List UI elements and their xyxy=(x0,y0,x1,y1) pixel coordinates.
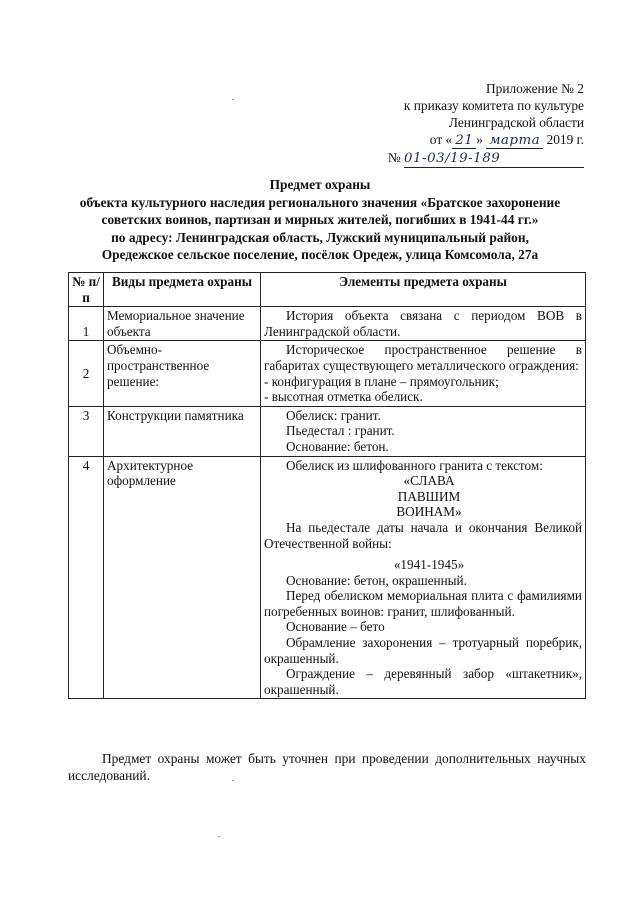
element-line: Ограждение – деревянный забор «штакетник», окрашенный. xyxy=(264,666,582,697)
element-line: Обелиск из шлифованного гранита с текстом: xyxy=(286,457,543,473)
element-line: История объекта связана с периодом ВОВ в Ленинградской области. xyxy=(264,308,582,339)
element-line: Основание: бетон. xyxy=(286,438,389,454)
row-num: 3 xyxy=(69,406,104,456)
handwritten-day: 21 xyxy=(452,133,476,149)
element-line: - высотная отметка обелиск. xyxy=(264,389,423,405)
handwritten-month: марта xyxy=(486,133,543,149)
row-kind: Конструкции памятника xyxy=(104,406,261,456)
title-line-1: Предмет охраны xyxy=(269,177,371,192)
protection-subject-table xyxy=(68,272,586,699)
closing-note: Предмет охраны может быть уточнен при проведении дополнительных научных исследований. xyxy=(68,751,586,783)
appendix-order-line: к приказу комитета по культуре xyxy=(403,98,584,113)
row-num: 2 xyxy=(69,341,104,406)
element-line: Основание: бетон, окрашенный. xyxy=(286,572,467,588)
document-title xyxy=(40,176,600,264)
table-row xyxy=(69,456,586,699)
appendix-title: Приложение № 2 xyxy=(485,81,584,96)
row-num: 1 xyxy=(69,307,104,341)
inscription-line: «СЛАВА xyxy=(403,473,455,489)
header-num: № п/п xyxy=(69,273,104,307)
element-line: Перед обелиском мемориальная плита с фамилиями погребенных воинов: гранит, шлифованный. xyxy=(264,588,582,619)
appendix-header xyxy=(388,80,584,168)
element-line: - конфигурация в плане – прямоугольник; xyxy=(264,373,499,389)
table-header-row xyxy=(69,273,586,307)
title-line-3: советских воинов, партизан и мирных жителей, погибших в 1941-44 гг.» xyxy=(101,212,539,228)
row-elements xyxy=(261,406,586,456)
dates-line: «1941-1945» xyxy=(393,557,465,573)
element-line: На пьедестале даты начала и окончания Великой Отечественной войны: xyxy=(264,519,582,551)
element-line: Пьедестал : гранит. xyxy=(286,423,395,439)
element-line: Историческое пространственное решение в габаритах существующего металлического ограждения: xyxy=(264,342,582,373)
row-kind: Мемориальное значение объекта xyxy=(104,307,261,341)
appendix-number-line xyxy=(388,149,584,168)
scan-speck xyxy=(232,99,234,100)
title-line-2: объекта культурного наследия регионального значения «Братское захоронение xyxy=(79,194,561,210)
header-kind: Виды предмета охраны xyxy=(104,273,261,307)
table-row xyxy=(69,307,586,341)
appendix-committee-line: Ленинградской области xyxy=(448,115,584,130)
inscription-line: ВОИНАМ» xyxy=(396,504,462,520)
title-line-4: по адресу: Ленинградская область, Лужский муниципальный район, xyxy=(111,229,529,245)
row-kind: Архитектурное оформление xyxy=(104,456,261,699)
scan-speck xyxy=(218,836,220,837)
element-line: Обрамление захоронения – тротуарный поребрик, окрашенный. xyxy=(264,635,582,666)
row-elements xyxy=(261,307,586,341)
row-kind: Объемно-пространственное решение: xyxy=(104,341,261,406)
table-row xyxy=(69,341,586,406)
element-line: Основание – бето xyxy=(286,619,385,635)
date-mid: » xyxy=(476,132,483,147)
row-num: 4 xyxy=(69,456,104,699)
row-elements xyxy=(261,456,586,699)
date-year: 2019 г. xyxy=(546,132,584,147)
inscription-line: ПАВШИМ xyxy=(397,488,461,504)
row-elements xyxy=(261,341,586,406)
element-line: Обелиск: гранит. xyxy=(286,407,381,423)
table-row xyxy=(69,406,586,456)
handwritten-number: 01-03/19-189 xyxy=(404,151,501,166)
title-line-5: Оредежское сельское поселение, посёлок Оредеж, улица Комсомола, 27а xyxy=(101,247,539,263)
number-prefix: № xyxy=(387,150,401,165)
scan-speck xyxy=(232,780,234,781)
date-prefix: от « xyxy=(429,132,453,147)
appendix-date-line xyxy=(388,131,584,149)
header-elements: Элементы предмета охраны xyxy=(261,273,586,307)
